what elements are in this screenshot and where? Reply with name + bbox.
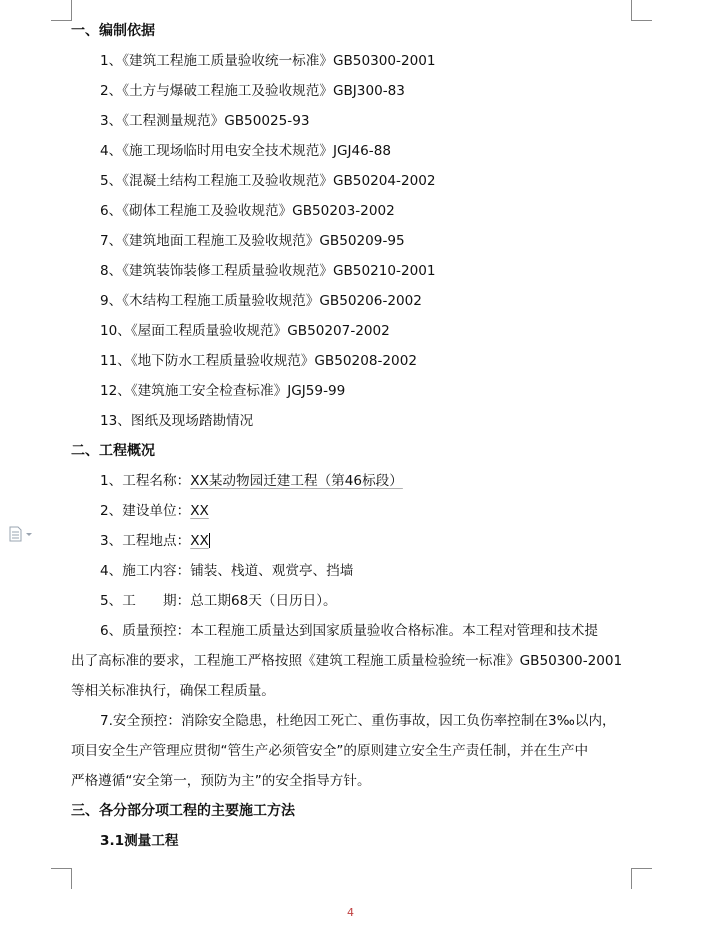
basis-item-2: 2、《土方与爆破工程施工及验收规范》GBJ300-83 <box>100 83 405 99</box>
basis-item-5: 5、《混凝土结构工程施工及验收规范》GB50204-2002 <box>100 173 436 189</box>
basis-item-9: 9、《木结构工程施工质量验收规范》GB50206-2002 <box>100 293 422 309</box>
section-heading-overview: 二、工程概况 <box>71 443 155 459</box>
location-label: 3、工程地点： <box>100 533 191 549</box>
paragraph-options-icon[interactable] <box>8 526 34 542</box>
overview-owner <box>100 496 631 526</box>
margin-corner-bottom-left <box>51 868 72 889</box>
overview-duration: 5、工 期：总工期68天（日历日）。 <box>100 593 337 609</box>
basis-item-4: 4、《施工现场临时用电安全技术规范》JGJ46-88 <box>100 143 391 159</box>
overview-location[interactable] <box>100 526 631 556</box>
section-heading-methods: 三、各分部分项工程的主要施工方法 <box>71 803 295 819</box>
safety-line-2: 项目安全生产管理应贯彻“管生产必须管安全”的原则建立安全生产责任制，并在生产中 <box>71 743 589 759</box>
basis-item-1: 1、《建筑工程施工质量验收统一标准》GB50300-2001 <box>100 53 436 69</box>
quality-line-3: 等相关标准执行，确保工程质量。 <box>71 683 275 699</box>
quality-line-2: 出了高标准的要求，工程施工严格按照《建筑工程施工质量检验统一标准》GB50300-2001 <box>71 653 623 669</box>
subsection-survey: 3.1测量工程 <box>100 833 179 849</box>
margin-corner-bottom-right <box>631 868 652 889</box>
basis-item-12: 12、《建筑施工安全检查标准》JGJ59-99 <box>100 383 346 399</box>
safety-line-3: 严格遵循“安全第一，预防为主”的安全指导方针。 <box>71 773 371 789</box>
safety-line-1: 7.安全预控：消除安全隐患，杜绝因工死亡、重伤事故，因工负伤率控制在3‰以内， <box>100 713 616 729</box>
basis-item-3: 3、《工程测量规范》GB50025-93 <box>100 113 310 129</box>
basis-item-11: 11、《地下防水工程质量验收规范》GB50208-2002 <box>100 353 418 369</box>
project-name-value: XX某动物园迁建工程（第46标段） <box>190 473 403 489</box>
basis-item-6: 6、《砌体工程施工及验收规范》GB50203-2002 <box>100 203 395 219</box>
text-cursor <box>209 533 210 548</box>
document-icon <box>8 526 34 542</box>
project-name-label: 1、工程名称： <box>100 473 191 489</box>
owner-label: 2、建设单位： <box>100 503 191 519</box>
basis-item-8: 8、《建筑装饰装修工程质量验收规范》GB50210-2001 <box>100 263 436 279</box>
section-heading-basis: 一、编制依据 <box>71 23 155 39</box>
location-value: XX <box>190 533 209 549</box>
basis-item-13: 13、图纸及现场踏勘情况 <box>100 413 254 429</box>
owner-value: XX <box>190 503 209 519</box>
basis-item-10: 10、《屋面工程质量验收规范》GB50207-2002 <box>100 323 390 339</box>
overview-scope: 4、施工内容：铺装、栈道、观赏亭、挡墙 <box>100 563 354 579</box>
margin-corner-top-left <box>51 0 72 21</box>
page-number: 4 <box>347 906 354 919</box>
overview-project-name <box>100 466 631 496</box>
margin-corner-top-right <box>631 0 652 21</box>
quality-line-1: 6、质量预控：本工程施工质量达到国家质量验收合格标准。本工程对管理和技术提 <box>100 623 599 639</box>
basis-item-7: 7、《建筑地面工程施工及验收规范》GB50209-95 <box>100 233 405 249</box>
